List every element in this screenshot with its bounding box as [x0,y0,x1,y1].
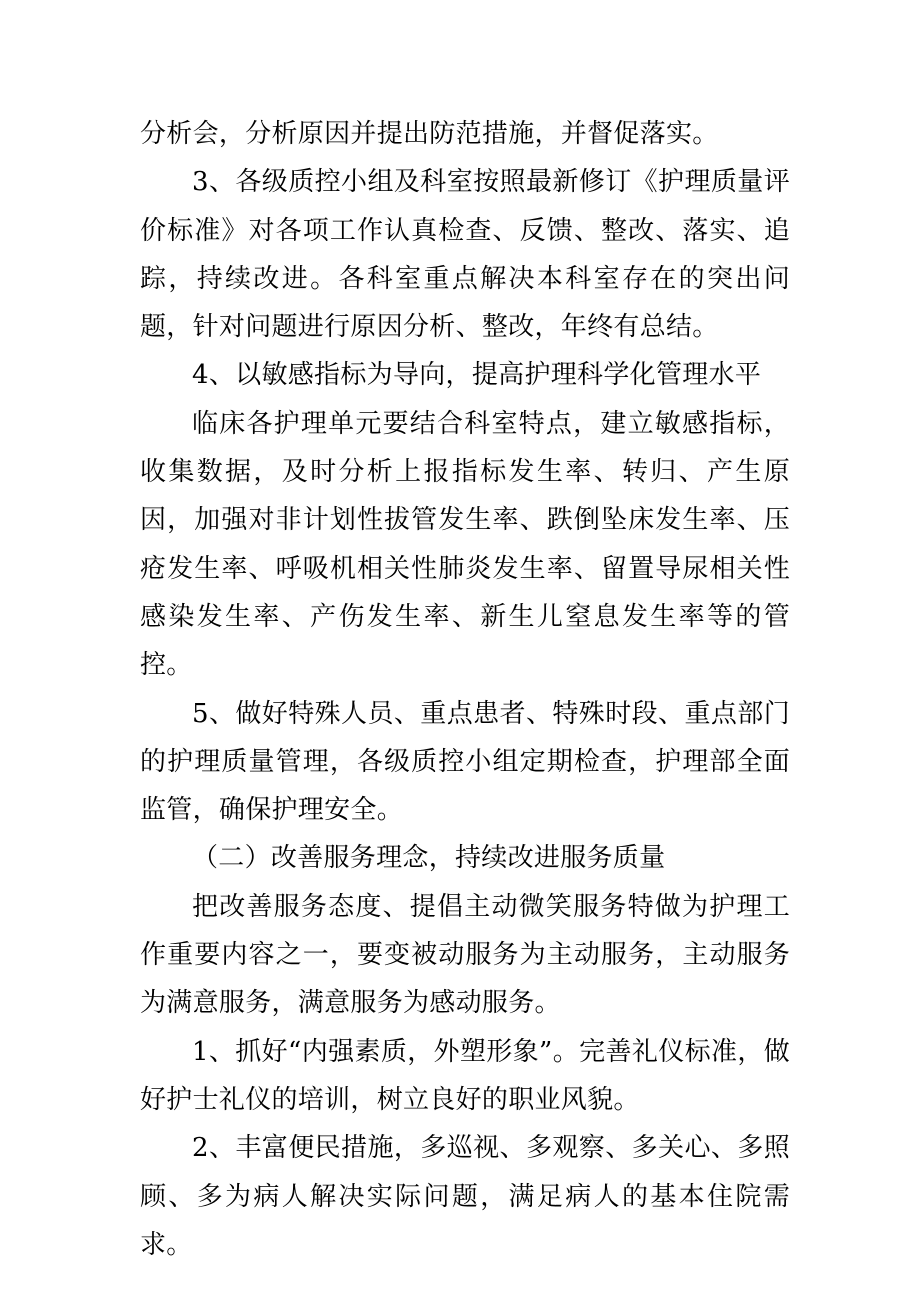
paragraph-item-1-etiquette: 1、抓好“内强素质，外塑形象”。完善礼仪标准，做好护士礼仪的培训，树立良好的职业风貌。 [140,1036,790,1115]
paragraph-service-attitude: 把改善服务态度、提倡主动微笑服务特做为护理工作重要内容之一，要变被动服务为主动服务，主动服务为满意服务，满意服务为感动服务。 [140,891,790,1019]
paragraph-item-5-special-personnel: 5、做好特殊人员、重点患者、特殊时段、重点部门的护理质量管理，各级质控小组定期检查，护理部全面监管，确保护理安全。 [140,698,790,826]
document-body [140,110,790,1269]
paragraph-meeting-analysis: 分析会，分析原因并提出防范措施，并督促落实。 [140,119,719,149]
paragraph-sensitive-indicators: 临床各护理单元要结合科室特点，建立敏感指标，收集数据，及时分析上报指标发生率、转归、产生原因，加强对非计划性拔管发生率、跌倒坠床发生率、压疮发生率、呼吸机相关性肺炎发生率、留置导尿相关性感染发生率、产伤发生率、新生儿窒息发生率等的管控。 [140,408,790,681]
section-heading-service-improvement: （二）改善服务理念，持续改进服务质量 [192,843,666,874]
paragraph-item-4-heading: 4、以敏感指标为导向，提高护理科学化管理水平 [192,360,762,391]
paragraph-item-2-convenience: 2、丰富便民措施，多巡视、多观察、多关心、多照顾、多为病人解决实际问题，满足病人的基本住院需求。 [140,1133,790,1260]
paragraph-item-3-quality-control: 3、各级质控小组及科室按照最新修订《护理质量评价标准》对各项工作认真检查、反馈、整改、落实、追踪，持续改进。各科室重点解决本科室存在的突出问题，针对问题进行原因分析、整改，年终有总结。 [140,167,790,343]
